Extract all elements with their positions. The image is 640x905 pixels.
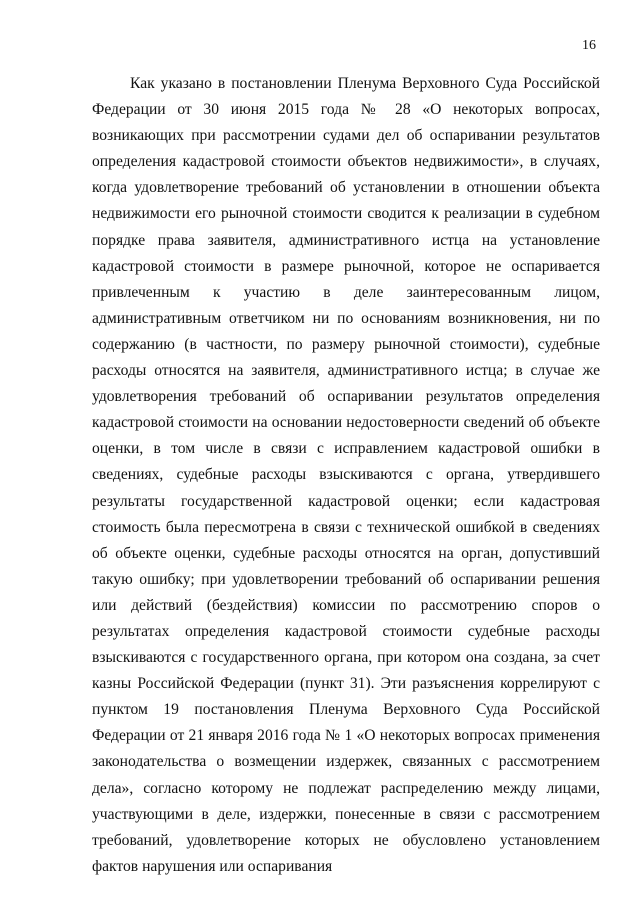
page-number: 16 (582, 38, 596, 53)
body-paragraph: Как указано в постановлении Пленума Верховного Суда Российской Федерации от 30 июня 2015 года № 28 «О некоторых вопросах, возникающих при рассмотрении судами дел об оспаривании результатов определения кадастровой стоимости объектов недвижимости», в случаях, когда удовлетворение требований об установлении в отношении объекта недвижимости его рыночной стоимости сводится к реализации в судебном порядке права заявителя, административного истца на установление кадастровой стоимости в размере рыночной, которое не оспаривается привлеченным к участию в деле заинтересованным лицом, административным ответчиком ни по основаниям возникновения, ни по содержанию (в частности, по размеру рыночной стоимости), судебные расходы относятся на заявителя, административного истца; в случае же удовлетворения требований об оспаривании результатов определения кадастровой стоимости на основании недостоверности сведений об объекте оценки, в том числе в связи с исправлением кадастровой ошибки в сведениях, судебные расходы взыскиваются с органа, утвердившего результаты государственной кадастровой оценки; если кадастровая стоимость была пересмотрена в связи с технической ошибкой в сведениях об объекте оценки, судебные расходы относятся на орган, допустивший такую ошибку; при удовлетворении требований об оспаривании решения или действий (бездействия) комиссии по рассмотрению споров о результатах определения кадастровой стоимости судебные расходы взыскиваются с государственного органа, при котором она создана, за счет казны Российской Федерации (пункт 31). Эти разъяснения коррелируют с пунктом 19 постановления Пленума Верховного Суда Российской Федерации от 21 января 2016 года № 1 «О некоторых вопросах применения законодательства о возмещении издержек, связанных с рассмотрением дела», согласно которому не подлежат распределению между лицами, участвующими в деле, издержки, понесенные в связи с рассмотрением требований, удовлетворение которых не обусловлено установлением фактов нарушения или оспаривания (92, 75, 600, 875)
